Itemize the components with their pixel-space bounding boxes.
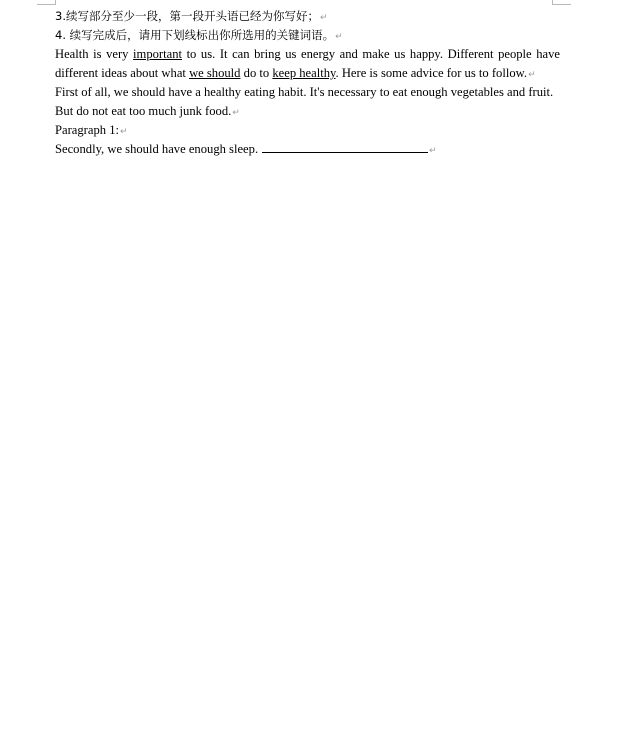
paragraph-mark-icon: ↵ [335, 32, 343, 42]
instruction-item-4-text: 4. 续写完成后，请用下划线标出你所选用的关键词语。 [55, 28, 335, 42]
passage-text: do to [243, 66, 270, 80]
paragraph-mark-icon: ↵ [120, 127, 128, 137]
paragraph-mark-icon: ↵ [319, 13, 328, 23]
instruction-item-3-text: 3.续写部分至少一段，第一段开头语已经为你写好； [55, 9, 319, 23]
passage-text: Health is very [55, 47, 129, 61]
answer-blank[interactable] [262, 142, 428, 153]
passage-text: Secondly, we should have enough sleep. [55, 142, 259, 156]
passage-text: First of all, we should have a healthy eating habit. It's necessary to eat enough vegetables and fruit. [55, 85, 554, 99]
underlined-keyword: important [133, 47, 182, 61]
paragraph-mark-icon: ↵ [429, 146, 437, 156]
passage-line-1 [55, 45, 560, 64]
passage-line-5 [55, 121, 560, 140]
passage-text: to us. It can bring us energy and make us happy. Different people have [186, 47, 560, 61]
passage-line-2 [55, 64, 560, 83]
underlined-keyword: keep healthy [272, 66, 336, 80]
passage-text: . Here is some advice for us to follow. [335, 66, 528, 80]
instruction-item-4 [55, 26, 560, 45]
paragraph-mark-icon: ↵ [232, 108, 240, 118]
paragraph-heading: Paragraph 1: [55, 123, 119, 137]
instruction-item-3 [55, 7, 560, 26]
passage-line-6 [55, 140, 560, 159]
passage-line-4 [55, 102, 560, 121]
paragraph-mark-icon: ↵ [528, 70, 536, 80]
page-corner-mark-right [552, 0, 571, 5]
document-body [55, 7, 560, 159]
passage-line-3 [55, 83, 560, 102]
page-corner-mark-left [37, 0, 56, 5]
passage-text: But do not eat too much junk food. [55, 104, 232, 118]
passage-text: different ideas about what [55, 66, 186, 80]
underlined-keyword: we should [189, 66, 241, 80]
